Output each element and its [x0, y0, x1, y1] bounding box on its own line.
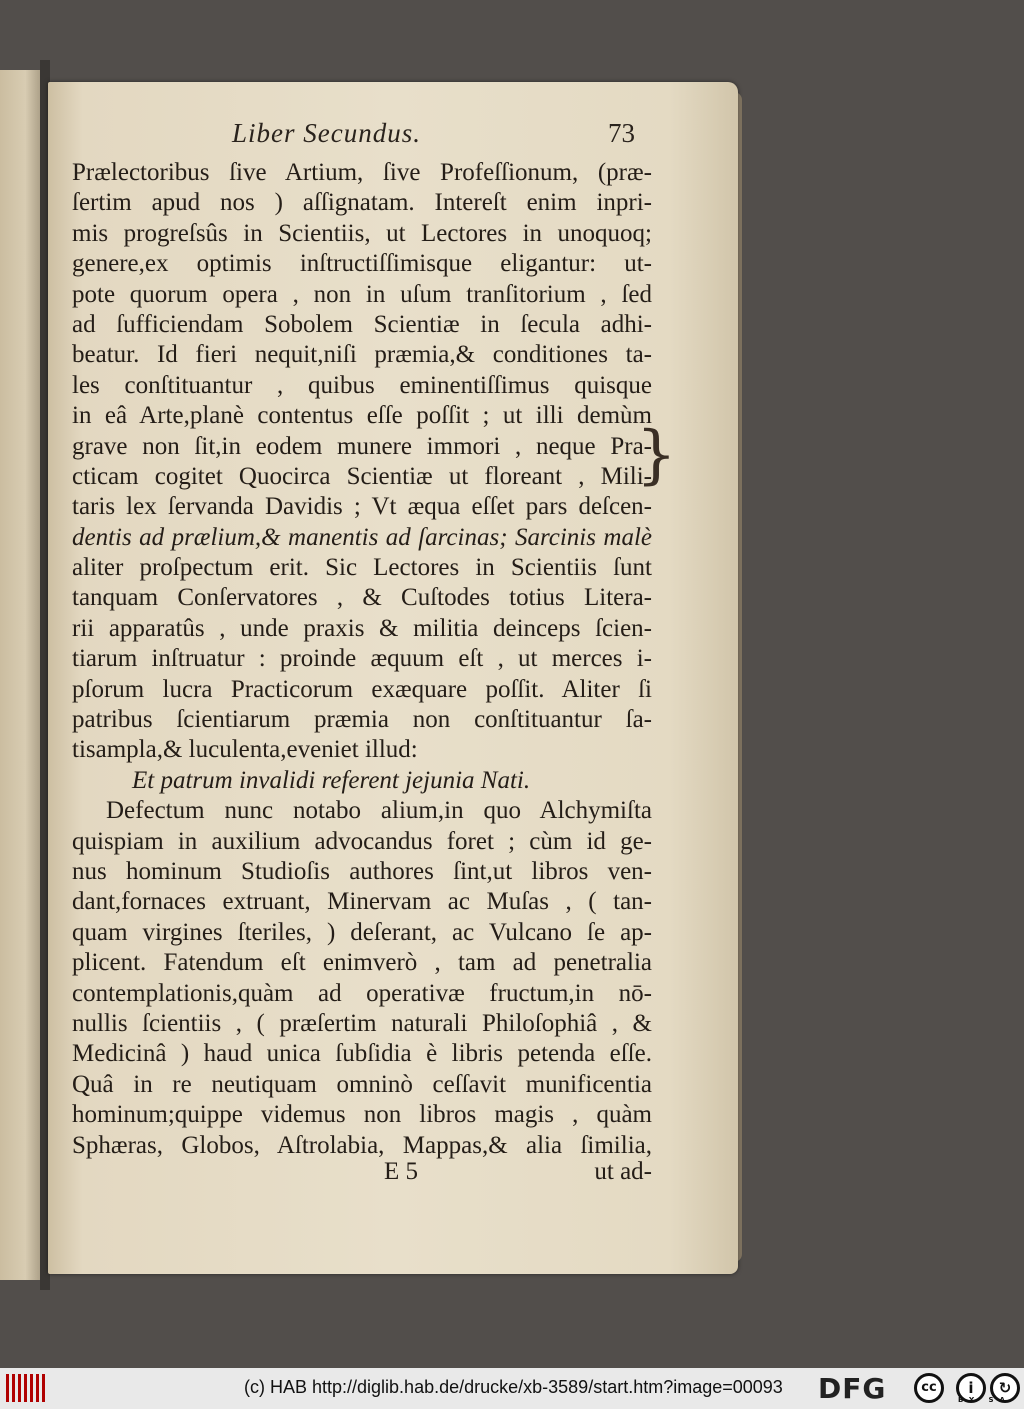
paragraph-start-line: Defectum nunc notabo alium,in quo Alchymiſta	[106, 797, 652, 825]
signature-mark: E 5	[384, 1158, 419, 1185]
running-head: Liber Secundus.	[232, 118, 421, 148]
barcode-icon	[6, 1374, 48, 1402]
text-line: tanquam Conſervatores , & Cuſtodes totius Litera-	[72, 584, 652, 612]
text-line: plicent. Fatendum eſt enimverò , tam ad penetralia	[72, 949, 652, 977]
catchword: ut ad-	[594, 1158, 652, 1185]
dfg-logo: DFG	[818, 1372, 887, 1405]
body-text	[72, 158, 652, 1161]
text-line: les conſtituantur , quibus eminentiſſimus quisque	[72, 371, 652, 399]
cc-license-icon[interactable]: cc	[914, 1373, 944, 1403]
viewer-footer	[0, 1368, 1024, 1409]
text-line: ad ſufficiendam Sobolem Scientiæ in ſecula adhi-	[72, 310, 652, 338]
text-line: pſorum lucra Practicorum exæquare poſſit. Aliter ſi	[72, 675, 652, 703]
license-labels: BY SA	[958, 1396, 1011, 1404]
text-line: Sphæras, Globos, Aſtrolabia, Mappas,& alia ſimilia,	[72, 1131, 652, 1159]
text-line: grave non ſit,in eodem munere immori , neque Pra-	[72, 432, 652, 460]
text-line: Medicinâ ) haud unica ſubſidia è libris petenda eſſe.	[72, 1040, 652, 1068]
text-line: in eâ Arte,planè contentus eſſe poſſit ; ut illi demùm	[72, 402, 652, 430]
text-line: Prælectoribus ſive Artium, ſive Profeſſionum, (præ-	[72, 159, 652, 186]
text-line: ſertim apud nos ) aſſignatam. Intereſt enim inpri-	[72, 189, 652, 217]
text-line: contemplationis,quàm ad operativæ fructum,in nō-	[72, 979, 652, 1007]
marginal-brace-mark: }	[636, 418, 677, 492]
cc-sa-icon[interactable]: ↻	[990, 1373, 1020, 1403]
page-number: 73	[608, 118, 635, 148]
text-line: hominum;quippe videmus non libros magis , quàm	[72, 1101, 652, 1129]
verse-quotation: Et patrum invalidi referent jejunia Nati.	[132, 766, 531, 794]
text-line: nus hominum Studioſis authores ſint,ut libros ven-	[72, 857, 652, 885]
text-line: dant,fornaces extruant, Minervam ac Muſas , ( tan-	[72, 888, 652, 916]
text-line-italic: dentis ad prælium,& manentis ad ſarcinas; Sarcinis malè	[72, 523, 652, 551]
copyright-link[interactable]: (c) HAB http://diglib.hab.de/drucke/xb-3589/start.htm?image=00093	[244, 1377, 783, 1397]
text-line: aliter proſpectum erit. Sic Lectores in Scientiis ſunt	[72, 554, 652, 582]
cc-by-icon[interactable]: i	[956, 1373, 986, 1403]
text-line: rii apparatûs , unde praxis & militia deinceps ſcien-	[72, 614, 652, 642]
text-line: quam virgines ſteriles, ) deſerant, ac Vulcano ſe ap-	[72, 918, 652, 946]
text-line: patribus ſcientiarum præmia non conſtituantur ſa-	[72, 706, 652, 734]
text-line: beatur. Id fieri nequit,niſi præmia,& conditiones ta-	[72, 341, 652, 369]
page-foot	[72, 1158, 652, 1190]
text-line: tiarum inſtruatur : proinde æquum eſt , ut merces i-	[72, 645, 652, 673]
text-line: cticam cogitet Quocirca Scientiæ ut floreant , Mili-	[72, 462, 652, 490]
text-line: nullis ſcientiis , ( præſertim naturali Philoſophiâ , &	[72, 1009, 652, 1037]
text-line: pote quorum opera , non in uſum tranſitorium , ſed	[72, 280, 652, 308]
text-line: mis progreſsûs in Scientiis, ut Lectores in unoquoq;	[72, 219, 652, 247]
text-line: Quâ in re neutiquam omninò ceſſavit munificentia	[72, 1070, 652, 1098]
text-line: genere,ex optimis inſtructiſſimisque eligantur: ut-	[72, 250, 652, 278]
text-line: tisampla,& luculenta,eveniet illud:	[72, 736, 418, 764]
text-line: taris lex ſervanda Davidis ; Vt æqua eſſet pars deſcen-	[72, 493, 652, 521]
text-line: quispiam in auxilium advocandus foret ; cùm id ge-	[72, 827, 652, 855]
